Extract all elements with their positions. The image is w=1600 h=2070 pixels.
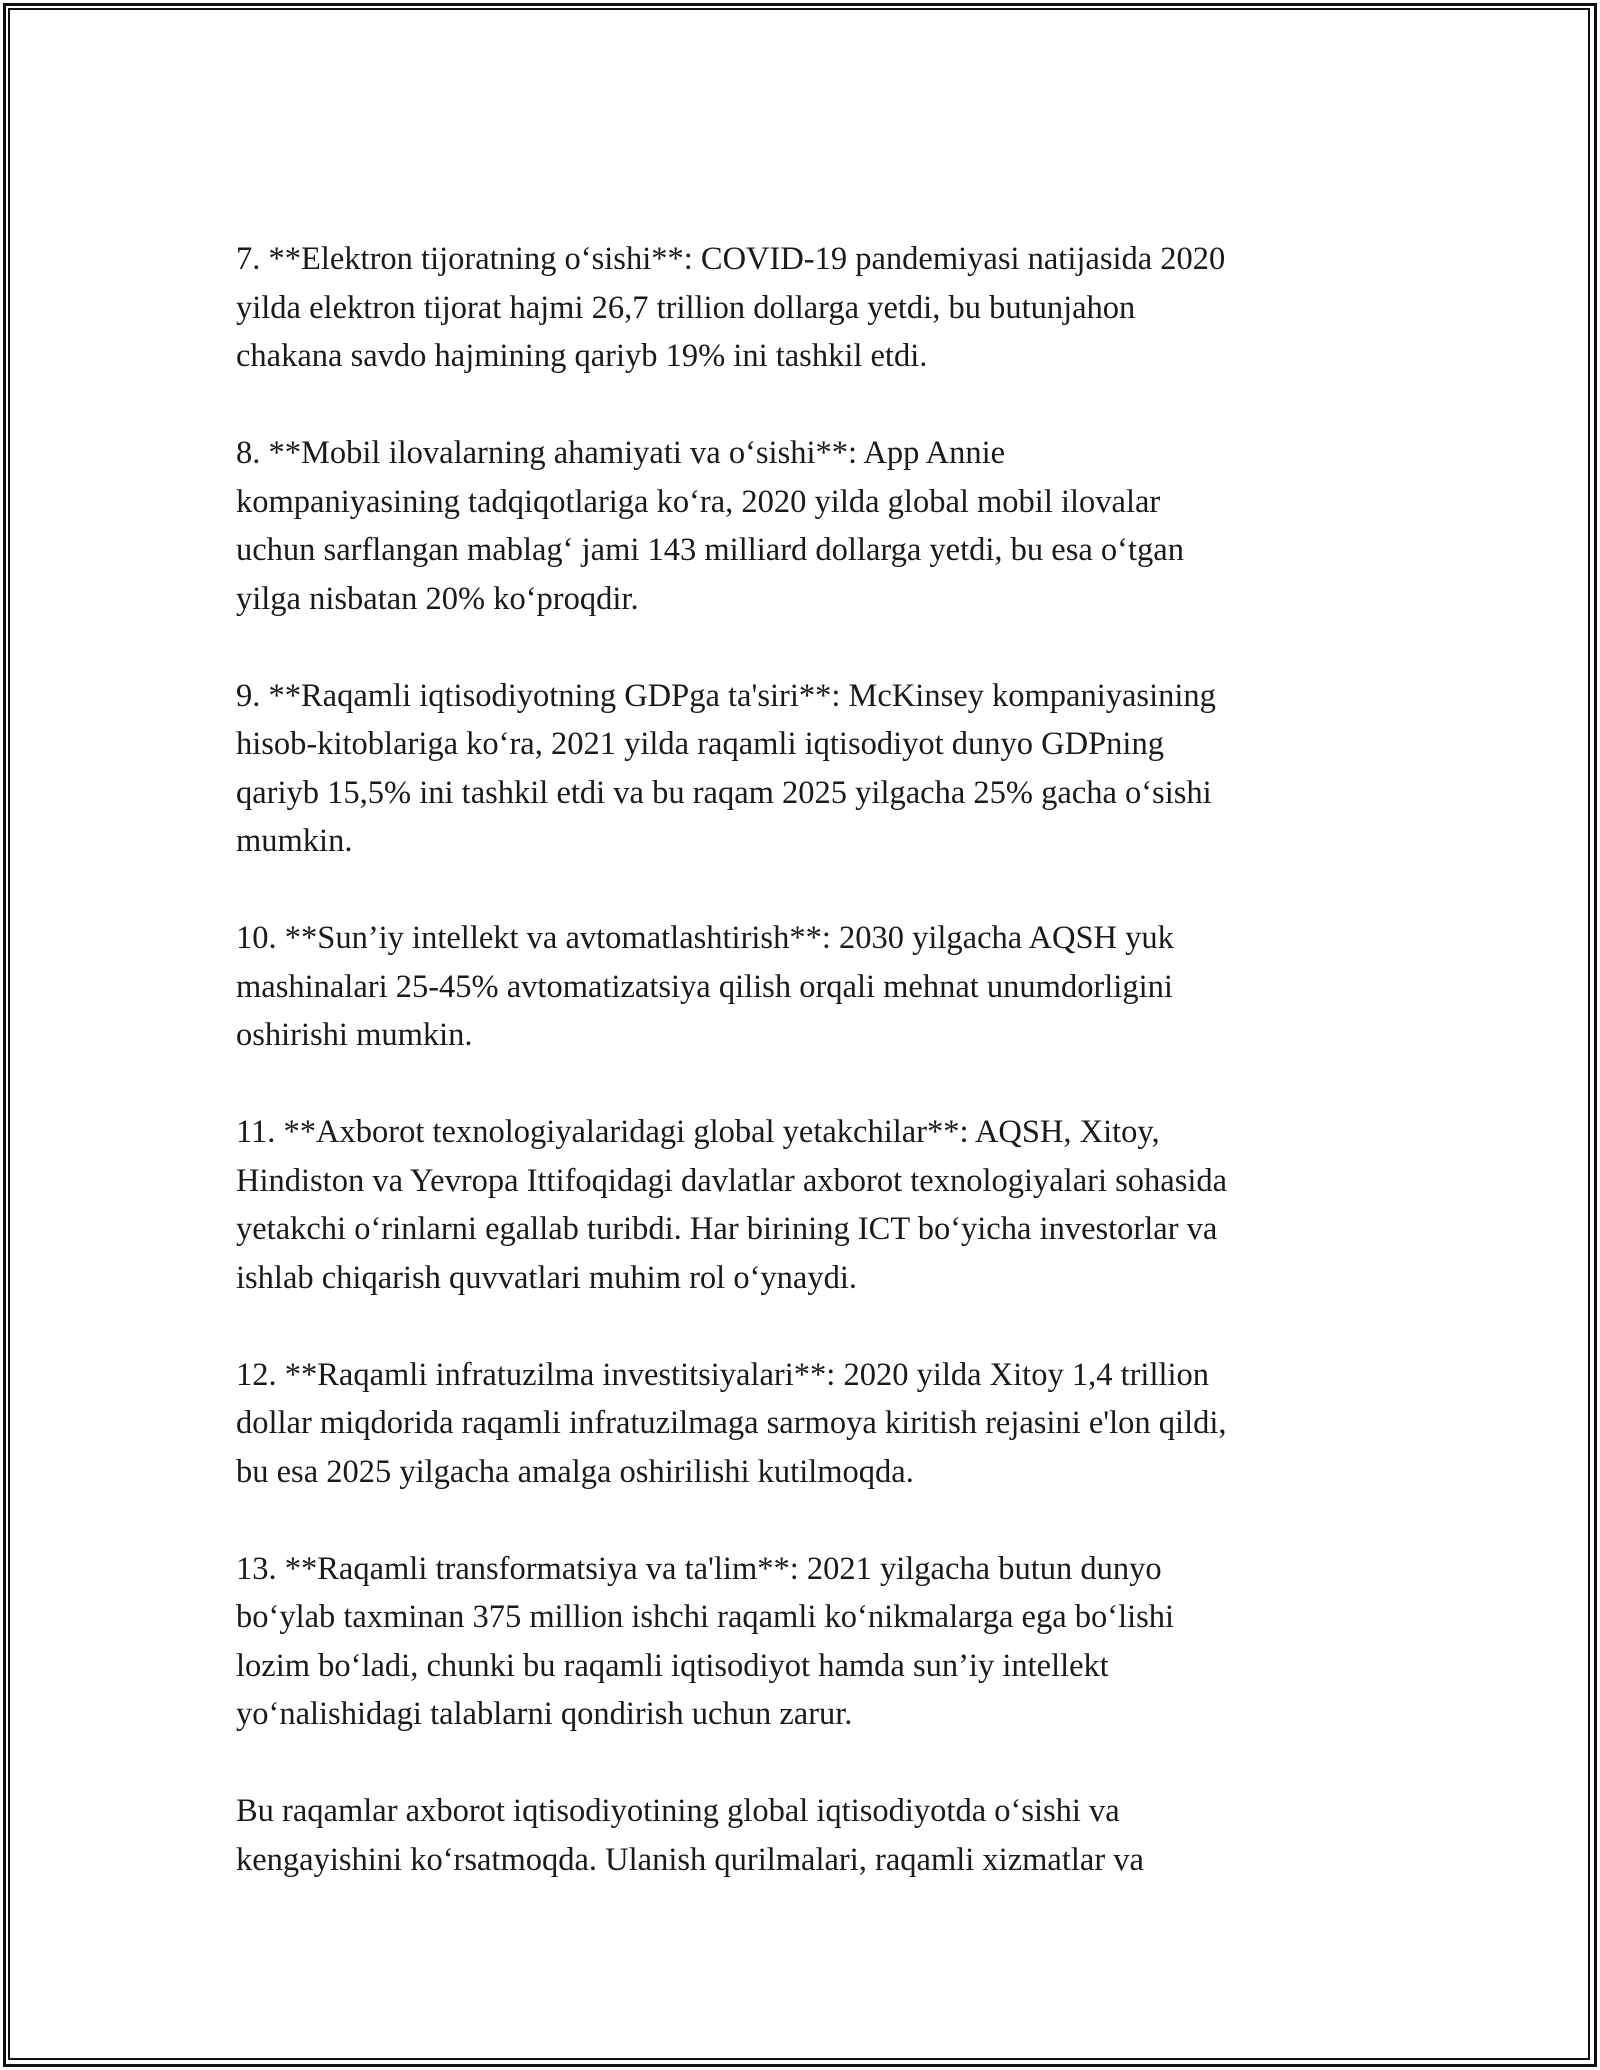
paragraph-item-12: 12. **Raqamli infratuzilma investitsiyalari**: 2020 yilda Xitoy 1,4 trillion dollar miqdorida raqamli infratuzilmaga sarmoya kiritish rejasini e'lon qildi, bu esa 2025 yilgacha amalga oshirilishi kutilmoqda. <box>236 1356 1227 1490</box>
paragraph-item-9: 9. **Raqamli iqtisodiyotning GDPga ta'siri**: McKinsey kompaniyasining hisob-kitoblariga ko‘ra, 2021 yilda raqamli iqtisodiyot dunyo GDPning qariyb 15,5% ini tashkil etdi va bu raqam 2025 yilgacha 25% gacha o‘sishi mumkin. <box>236 677 1216 859</box>
paragraph-item-11: 11. **Axborot texnologiyalaridagi global yetakchilar**: AQSH, Xitoy, Hindiston va Yevropa Ittifoqidagi davlatlar axborot texnologiyalari sohasida yetakchi o‘rinlarni egallab turibdi. Har birining ICT bo‘yicha investorlar va ishlab chiqarish quvvatlari muhim rol o‘ynaydi. <box>236 1114 1228 1296</box>
paragraph-item-10: 10. **Sun’iy intellekt va avtomatlashtirish**: 2030 yilgacha AQSH yuk mashinalari 25-45% avtomatizatsiya qilish orqali mehnat unumdorligini oshirishi mumkin. <box>236 920 1174 1053</box>
paragraph-item-7: 7. **Elektron tijoratning o‘sishi**: COVID-19 pandemiyasi natijasida 2020 yilda elektron tijorat hajmi 26,7 trillion dollarga yetdi, bu butunjahon chakana savdo hajmining qariyb 19% ini tashkil etdi. <box>236 241 1226 374</box>
paragraph-item-13: 13. **Raqamli transformatsiya va ta'lim**: 2021 yilgacha butun dunyo bo‘ylab taxminan 375 million ishchi raqamli ko‘nikmalarga ega bo‘lishi lozim bo‘ladi, chunki bu raqamli iqtisodiyot hamda sun’iy intellekt yo‘nalishidagi talablarni qondirish uchun zarur. <box>236 1550 1175 1732</box>
document-body <box>236 235 1376 1884</box>
paragraph-item-8: 8. **Mobil ilovalarning ahamiyati va o‘sishi**: App Annie kompaniyasining tadqiqotlariga ko‘ra, 2020 yilda global mobil ilovalar uchun sarflangan mablag‘ jami 143 milliard dollarga yetdi, bu esa o‘tgan yilga nisbatan 20% ko‘proqdir. <box>236 435 1184 617</box>
paragraph-conclusion: Bu raqamlar axborot iqtisodiyotining global iqtisodiyotda o‘sishi va kengayishini ko‘rsatmoqda. Ulanish qurilmalari, raqamli xizmatlar va <box>236 1793 1144 1878</box>
